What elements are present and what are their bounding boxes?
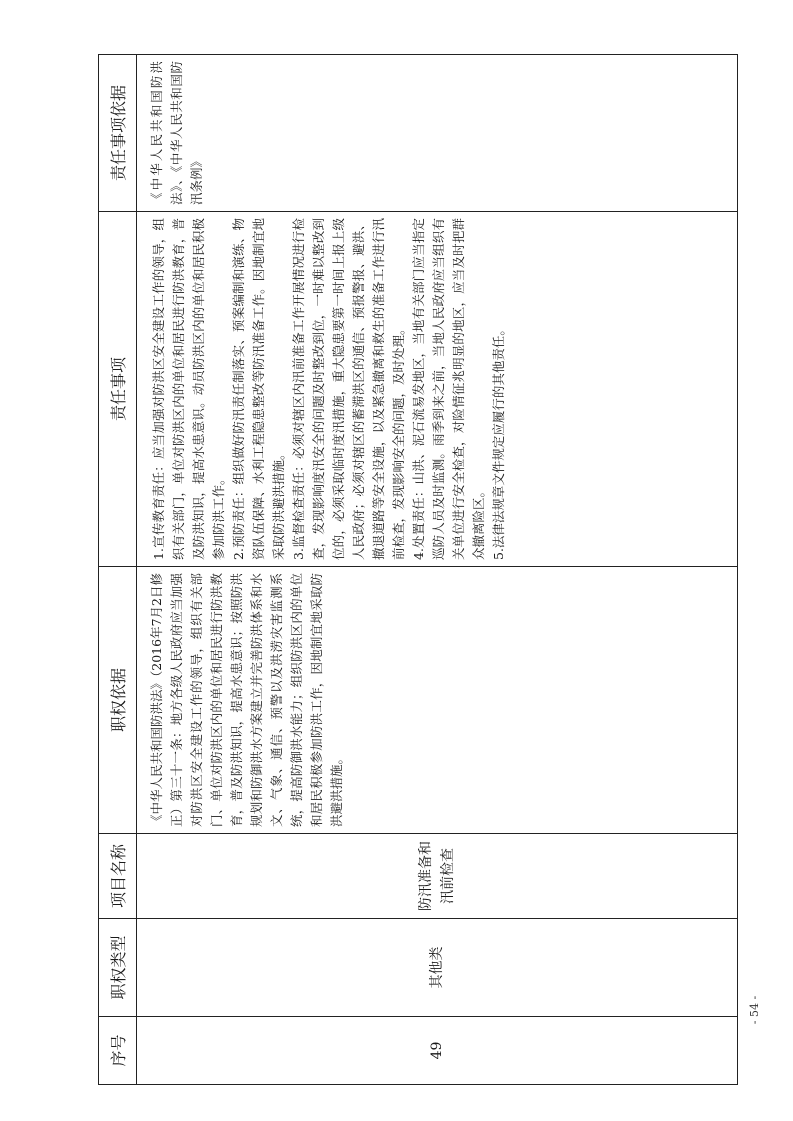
page-number: - 54 - [748, 995, 761, 1025]
header-basis: 责任事项依据 [99, 55, 137, 212]
cell-basis [137, 55, 738, 212]
table-row [137, 55, 738, 1085]
duty-item: 1.宣传教育责任：应当加强对防洪区安全建设工作的领导，组织有关部门，单位对防洪区内的单位和居民进行防洪教育，普及防洪知识，提高水患意识。动员防洪区内的单位和居民积极参加防洪工作。 [151, 218, 226, 560]
duty-table [98, 54, 738, 1085]
basis-text: 《中华人民共和国防洪法》、《中华人民共和国防汛条例》 [149, 61, 204, 205]
cell-name: 防汛准备和汛前检查 [137, 834, 738, 919]
duty-item: 4.处置责任：山洪、泥石流易发地区，当地有关部门应当指定巡防人员及时监测。雨季到来之前，当地人民政府应当组织有关单位进行安全检查，对险情征兆明显的地区，应当及时把群众撤离险区。 [411, 218, 486, 560]
authority-text: 《中华人民共和国防洪法》（2016年7月2日修正）第三十一条：地方各级人民政府应当加强对防洪区安全建设工作的领导，组织有关部门、单位对防洪区内的单位和居民进行防洪教育，普及防洪知识，提高水患意识；按照防洪规划和防御洪水方案建立并完善防洪体系和水文、气象、通信、预警以及洪涝灾害监测系统，提高防御洪水能力；组织防洪区内的单位和居民积极参加防洪工作，因地制宜地采取防洪避洪措施。 [149, 573, 344, 827]
header-name: 项目名称 [99, 834, 137, 919]
rotated-table-sheet [98, 55, 738, 1085]
duty-item: 3.监督检查责任：必须对辖区内汛前准备工作开展情况进行检查，发现影响度汛安全的问题及时整改到位，一时难以整改到位的，必须采取临时度汛措施，重大隐患要第一时间上报上级人民政府；必须对辖区的蓄滞洪区的通信、预报警报、避洪、撤退道路等安全设施，以及紧急撤离和救生的准备工作进行汛前检查，发现影响安全的问题，及时处理。 [291, 218, 406, 560]
header-duties: 责任事项 [99, 212, 137, 567]
header-row [99, 55, 137, 1085]
cell-duties [137, 212, 738, 567]
duty-item: 5.法律法规章文件规定应履行的其他责任。 [491, 323, 506, 560]
header-seq: 序号 [99, 1017, 137, 1085]
cell-authority [137, 567, 738, 834]
duty-item: 2.预防责任：组织做好防汛责任制落实、预案编制和演练、物资队伍保障、水利工程隐患整改等防汛准备工作。因地制宜地采取防洪避洪措施。 [231, 218, 286, 560]
cell-type: 其他类 [137, 919, 738, 1017]
cell-seq: 49 [137, 1017, 738, 1085]
header-authority: 职权依据 [99, 567, 137, 834]
header-type: 职权类型 [99, 919, 137, 1017]
